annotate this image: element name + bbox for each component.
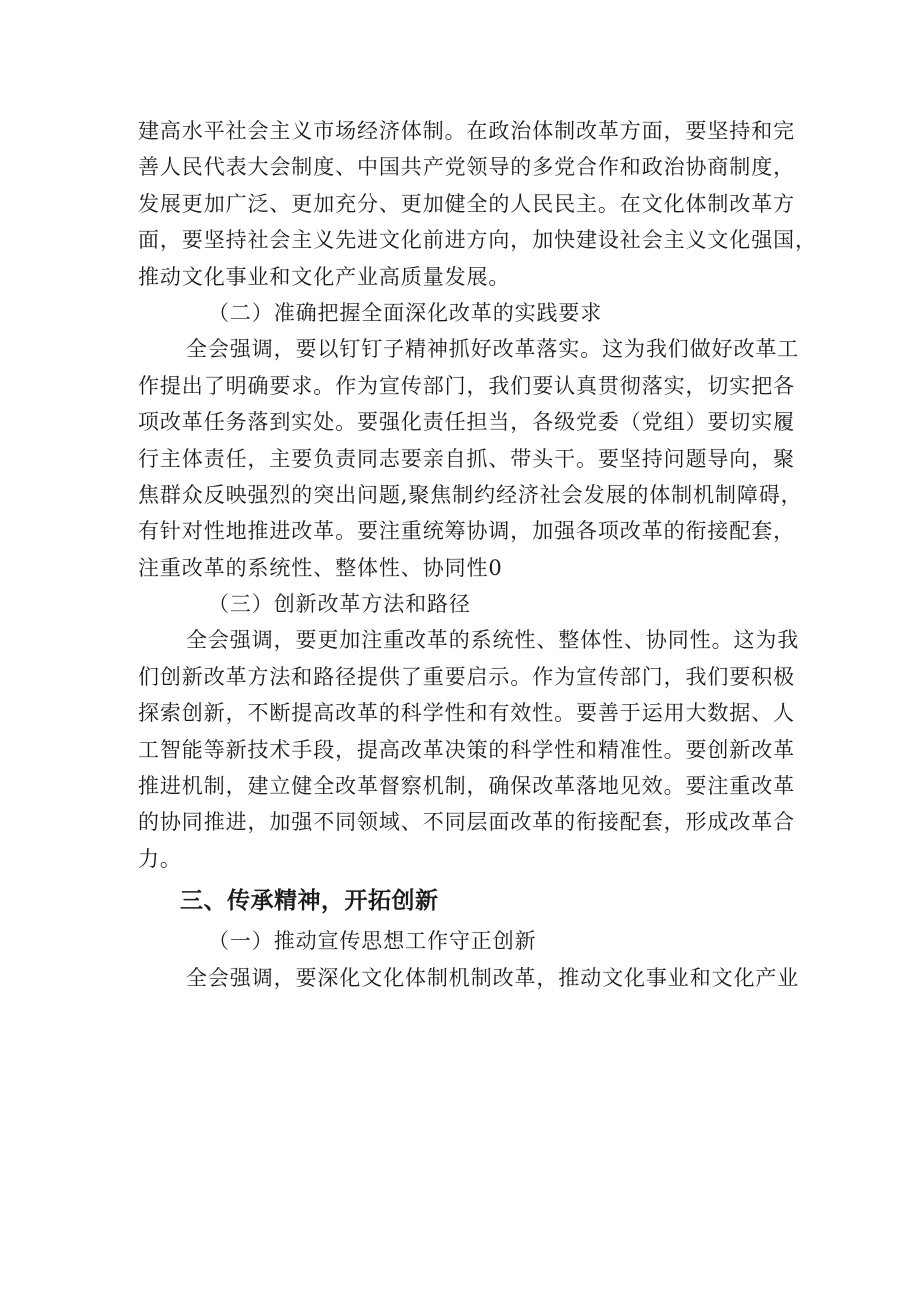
document-body — [138, 113, 817, 996]
paragraph-line: 面，要坚持社会主义先进文化前进方向，加快建设社会主义文化强国， — [138, 228, 817, 253]
subheading-3: （三）创新改革方法和路径 — [208, 592, 471, 617]
paragraph-line: 建高水平社会主义市场经济体制。在政治体制改革方面，要坚持和完 — [138, 119, 795, 143]
subheading-2: （二）准确把握全面深化改革的实践要求 — [208, 300, 603, 325]
paragraph-line: 发展更加广泛、更加充分、更加健全的人民民主。在文化体制改革方 — [138, 191, 795, 216]
paragraph-line: 的协同推进，加强不同领域、不同层面改革的衔接配套，形成改革合 — [138, 810, 795, 835]
paragraph-line: 全会强调，要深化文化体制机制改革，推动文化事业和文化产业 — [186, 965, 800, 990]
paragraph-line: 推进机制，建立健全改革督察机制，确保改革落地见效。要注重改革 — [138, 774, 795, 799]
paragraph-line: 推动文化事业和文化产业高质量发展。 — [138, 264, 511, 289]
paragraph-line: 探索创新，不断提高改革的科学性和有效性。要善于运用大数据、人 — [138, 701, 795, 726]
paragraph-line: 项改革任务落到实处。要强化责任担当，各级党委（党组）要切实履 — [138, 410, 795, 435]
paragraph-line: 行主体责任，主要负责同志要亲自抓、带头干。要坚持问题导向，聚 — [138, 446, 795, 471]
paragraph-line: 注重改革的系统性、整体性、协同性0 — [138, 555, 503, 580]
paragraph-line: 全会强调，要以钉钉子精神抓好改革落实。这为我们做好改革工 — [186, 337, 800, 362]
paragraph-line: 们创新改革方法和路径提供了重要启示。作为宣传部门，我们要积极 — [138, 664, 795, 689]
paragraph-line: 焦群众反映强烈的突出问题,聚焦制约经济社会发展的体制机制障碍， — [138, 482, 803, 507]
paragraph-line: 工智能等新技术手段，提高改革决策的科学性和精准性。要创新改革 — [138, 737, 795, 762]
subheading-3-1: （一）推动宣传思想工作守正创新 — [208, 929, 537, 954]
paragraph-line: 善人民代表大会制度、中国共产党领导的多党合作和政治协商制度， — [138, 155, 795, 180]
paragraph-line: 力。 — [138, 846, 182, 871]
paragraph-line: 有针对性地推进改革。要注重统筹协调，加强各项改革的衔接配套， — [138, 519, 795, 544]
paragraph-line: 全会强调，要更加注重改革的系统性、整体性、协同性。这为我 — [186, 628, 800, 653]
paragraph-line: 作提出了明确要求。作为宣传部门，我们要认真贯彻落实，切实把各 — [138, 373, 795, 398]
section-title-3: 三、传承精神，开拓创新 — [180, 888, 439, 915]
